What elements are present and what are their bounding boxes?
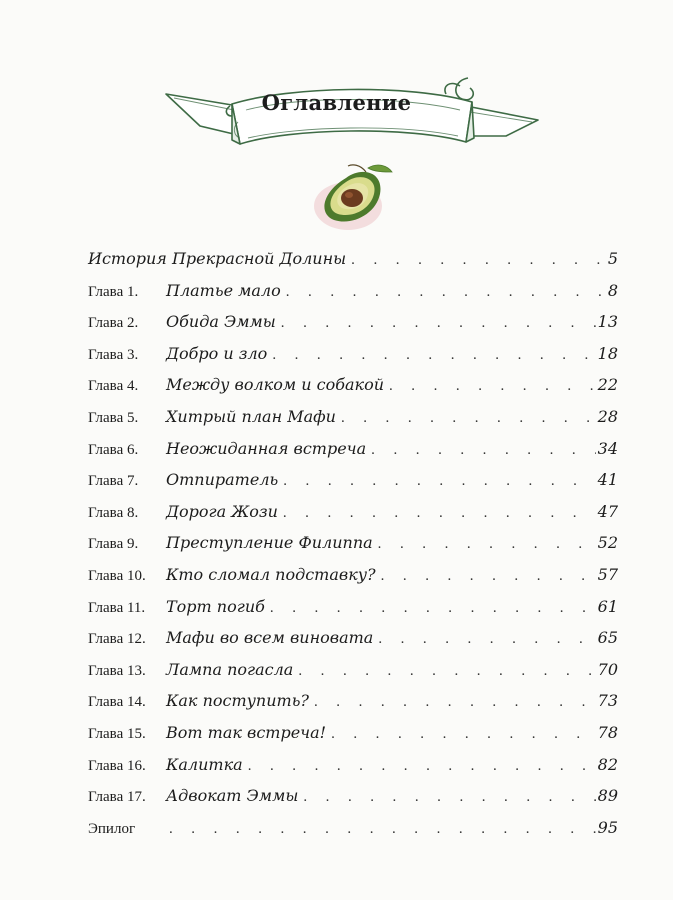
toc-row-chapter[interactable]	[88, 597, 618, 629]
toc-page-number: 41	[597, 470, 618, 490]
toc-page-number: 28	[597, 406, 618, 426]
dot-leader	[164, 821, 596, 838]
chapter-title: Торт погиб	[166, 596, 265, 616]
chapter-title: Мафи во всем виновата	[166, 628, 374, 648]
chapter-title: Лампа погасла	[166, 659, 294, 679]
dot-leader	[346, 252, 606, 269]
toc-page-number: 34	[597, 438, 618, 458]
chapter-label: Глава 11.	[88, 599, 146, 616]
toc-page-number: 82	[597, 754, 618, 774]
chapter-label: Глава 3.	[88, 346, 139, 363]
chapter-title: Платье мало	[166, 280, 281, 300]
toc-row-chapter[interactable]	[88, 407, 618, 439]
avocado-icon	[312, 158, 398, 234]
dot-leader	[373, 631, 595, 648]
dot-leader	[298, 789, 595, 806]
toc-page-number: 8	[607, 280, 618, 300]
chapter-title: Отпиратель	[166, 470, 279, 490]
chapter-title: Как поступить?	[166, 691, 309, 711]
chapter-label: Глава 8.	[88, 504, 139, 521]
toc-row-chapter[interactable]	[88, 691, 618, 723]
chapter-label: Глава 5.	[88, 409, 139, 426]
toc-page-number: 65	[597, 628, 618, 648]
chapter-label: Глава 7.	[88, 473, 139, 490]
toc-row-chapter[interactable]	[88, 344, 618, 376]
toc-row-chapter[interactable]	[88, 723, 618, 755]
chapter-label: Глава 16.	[88, 757, 146, 774]
chapter-title: Преступление Филиппа	[166, 533, 373, 553]
chapter-label: Глава 13.	[88, 662, 146, 679]
toc-page-number: 73	[597, 691, 618, 711]
chapter-title: Калитка	[166, 754, 243, 774]
toc-page-number: 13	[597, 312, 618, 332]
dot-leader	[309, 694, 596, 711]
chapter-title: Обида Эммы	[166, 312, 276, 332]
toc-page-number: 18	[597, 343, 618, 363]
dot-leader	[376, 568, 596, 585]
dot-leader	[293, 663, 595, 680]
toc-page-number: 95	[597, 817, 618, 837]
chapter-title: Дорога Жози	[166, 501, 278, 521]
chapter-title: Вот так встреча!	[166, 722, 327, 742]
chapter-title: Между волком и собакой	[166, 375, 384, 395]
toc-page-number: 5	[607, 249, 618, 268]
table-of-contents	[88, 249, 618, 849]
chapter-label: Глава 9.	[88, 536, 139, 553]
chapter-label: Глава 4.	[88, 378, 139, 395]
chapter-title: Кто сломал подставку?	[166, 564, 376, 584]
toc-row-intro[interactable]	[88, 249, 618, 281]
chapter-label: Глава 12.	[88, 631, 146, 648]
dot-leader	[276, 315, 596, 332]
toc-page-number: 61	[597, 596, 618, 616]
toc-page-number: 70	[597, 659, 618, 679]
chapter-title: Добро и зло	[166, 343, 268, 363]
dot-leader	[278, 505, 596, 522]
toc-page-number: 22	[597, 375, 618, 395]
chapter-label: Глава 17.	[88, 789, 146, 806]
toc-row-chapter[interactable]	[88, 502, 618, 534]
toc-row-chapter[interactable]	[88, 312, 618, 344]
chapter-title: Неожиданная встреча	[166, 438, 367, 458]
toc-page-number: 52	[597, 533, 618, 553]
page-title: Оглавление	[261, 90, 412, 115]
dot-leader	[281, 284, 606, 301]
dot-leader	[278, 473, 595, 490]
chapter-label: Глава 1.	[88, 283, 139, 300]
toc-row-chapter[interactable]	[88, 533, 618, 565]
dot-leader	[366, 442, 595, 459]
toc-row-chapter[interactable]	[88, 660, 618, 692]
toc-title: История Прекрасной Долины	[88, 249, 347, 268]
dot-leader	[265, 600, 596, 617]
toc-row-chapter[interactable]	[88, 565, 618, 597]
toc-row-chapter[interactable]	[88, 755, 618, 787]
dot-leader	[336, 410, 596, 427]
dot-leader	[243, 758, 596, 775]
dot-leader	[373, 536, 596, 553]
dot-leader	[326, 726, 596, 743]
dot-leader	[267, 347, 595, 364]
toc-row-epilogue[interactable]	[88, 818, 618, 850]
dot-leader	[384, 378, 596, 395]
chapter-label: Глава 15.	[88, 725, 146, 742]
chapter-label: Глава 14.	[88, 694, 146, 711]
chapter-label: Глава 10.	[88, 567, 146, 584]
toc-row-chapter[interactable]	[88, 470, 618, 502]
toc-page-number: 89	[597, 786, 618, 806]
chapter-title: Хитрый план Мафи	[166, 406, 336, 426]
epilogue-label: Эпилог	[88, 820, 136, 837]
toc-row-chapter[interactable]	[88, 786, 618, 818]
toc-row-chapter[interactable]	[88, 281, 618, 313]
chapter-title: Адвокат Эммы	[166, 786, 299, 806]
toc-row-chapter[interactable]	[88, 628, 618, 660]
toc-page-number: 47	[597, 501, 618, 521]
toc-page-number: 78	[597, 722, 618, 742]
toc-row-chapter[interactable]	[88, 439, 618, 471]
chapter-label: Глава 6.	[88, 441, 139, 458]
toc-page-number: 57	[597, 564, 618, 584]
chapter-label: Глава 2.	[88, 315, 139, 332]
toc-row-chapter[interactable]	[88, 375, 618, 407]
